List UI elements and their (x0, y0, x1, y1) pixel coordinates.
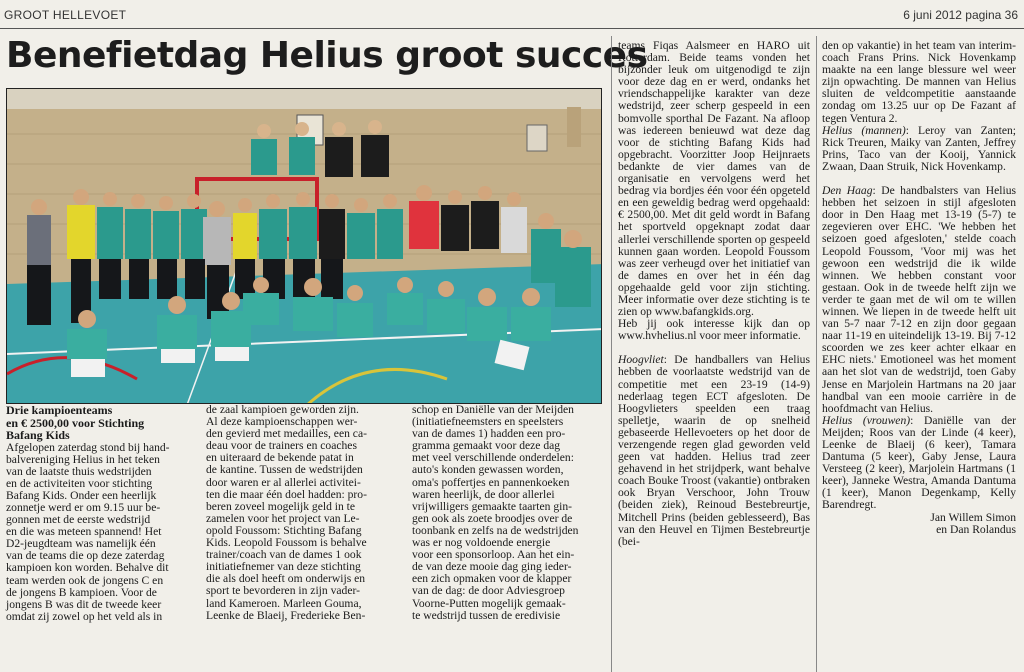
text-line: de zaal kampioen geworden zijn. (206, 403, 359, 416)
paragraph-label: Helius (vrouwen) (822, 413, 911, 427)
text-line: deau voor de trainers en coaches (206, 439, 357, 453)
paragraph-label: Hoogvliet (618, 353, 664, 367)
text-line: en uiteraard de bekende patat in (206, 451, 354, 465)
subheading-line: en € 2500,00 voor Stichting (6, 415, 145, 430)
paragraph (822, 415, 1016, 512)
text-line: Leenke de Blaeij, Frederieke Ben- (206, 608, 366, 622)
text-line: team werden ook de jongens C en (6, 573, 164, 587)
text-line: de jongens B kampioen. Voor de (6, 585, 157, 599)
text-line: trainer/coach van de dames 1 ook (206, 548, 362, 562)
byline: Jan Willem Simon (930, 510, 1016, 524)
text-line: voor een sponsorloop. Aan het ein- (412, 548, 575, 562)
text-line: was er nog voldoende energie (412, 536, 551, 550)
article-column-4 (618, 40, 810, 548)
subheading-line: Drie kampioenteams (6, 403, 113, 417)
text-line: Afgelopen zaterdag stond bij hand- (6, 440, 170, 454)
text-line: gramma gemaakt voor deze dag (412, 439, 561, 453)
text-line: initiatiefnemer van deze stichting (206, 560, 361, 574)
text-line: omdat zij zowel op het veld als in (6, 609, 163, 623)
text-line: die als doel heeft om onderwijs en (206, 572, 366, 586)
paragraph-label: Den Haag (822, 184, 873, 198)
paragraph-label: Helius (mannen) (822, 123, 906, 137)
text-line: van de dag: de door Adviesgroep (412, 584, 565, 598)
text-line: van de dames 1) hadden een pro- (412, 427, 566, 441)
masthead (0, 0, 1024, 30)
subheading-line: Bafang Kids (6, 428, 70, 442)
text-line: opold Foussom: Stichting Bafang (206, 523, 362, 537)
text-line: kampioen kon worden. Behalve dit (6, 561, 169, 575)
paragraph: teams Fiqas Aalsmeer en HARO uit Rotterdam. Beide teams vonden het bijzonder leuk om uitgenodigd te zijn voor deze dag en er werd, ondanks het vriendschappelijke karakter van deze wedstrijd, zeer scherp gespeeld in een bomvolle sporthal De Fazant. Na afloop was iedereen benieuwd wat deze dag voor de stichting Bafang Kids had opgebracht. Voorzitter Joop Heijnraets bedankte de vier dames van de organisatie en vervolgens werd het bedrag via bordjes één voor één opgeteld en een geweldig bedrag werd opgehaald: € 2500,00. Met dit geld wordt in Bafang het sportveld opgeknapt zodat daar allerlei verschillende sporten op gespeeld kunnen gaan worden. Leopold Foussom was zeer verheugd over het initiatief van de dames en over het in één dag opgehaalde geld voor zijn stichting. Meer informatie over deze stichting is te zien op www.bafangkids.org. (618, 39, 810, 319)
paragraph-text: : De handballers van Helius hebben de voorlaatste wedstrijd van de competitie met een 23-19 (14-9) nederlaag tegen ECT afgesloten. De Hoogvlieters speelden een traag spelletje, waarin de op snelheid gebaseerde Hellevoeters op het door de verzengende regen glad geworden veld geen vat hadden. Helius trad zeer gehavend in het strijdperk, want behalve coach Bouke Troost (vakantie) ontbraken ook Bryan Verschoor, John Trouw (beiden ziek), Reinoud Bestebreurtje, Mitchell Prins (beiden geblesseerd), Bas van den Heuvel en Tijmen Bestebreurtje (bei- (618, 353, 810, 548)
team-photo (6, 88, 602, 404)
article-column-5 (822, 40, 1016, 536)
text-line: (initiatiefneemsters en speelsters (412, 415, 564, 429)
paragraph: den op vakantie) in het team van interim-coach Frans Prins. Nick Hovenkamp maakte na een lange blessure wel weer zijn opwachting. De mannen van Helius sluiten de veldcompetitie aanstaande zondag om 13.25 uur op De Fazant af tegen Ventura 2. (822, 39, 1016, 125)
text-line: den gevierd met medailles, een ca- (206, 427, 367, 441)
paragraph-text: : Leroy van Zanten; Rick Treuren, Maiky van Zanten, Jeffrey Prins, Taco van der Kooij, Yannick Zwaan, Daan Struik, Nick Hovenkamp. (822, 123, 1016, 173)
text-line: vrijwilligers gemaakte taarten gin- (412, 499, 572, 513)
column-rule (611, 36, 612, 672)
article-column-2 (206, 404, 396, 622)
text-line: van de laatste thuis wedstrijden (6, 464, 152, 478)
text-line: sport te bevorderen in zijn vader- (206, 584, 360, 598)
text-line: met veel verschillende onderdelen: (412, 451, 574, 465)
text-line: de van deze mooie dag ging ieder- (412, 560, 572, 574)
date-page: 6 juni 2012 pagina 36 (903, 8, 1018, 22)
text-line: D2-jeugdteam was namelijk één (6, 537, 156, 551)
team-photo-illustration (7, 89, 602, 404)
text-line: de kantine. Tussen de wedstrijden (206, 463, 363, 477)
text-line: zamelen voor het project van Le- (206, 511, 360, 525)
paragraph (618, 354, 810, 548)
article-headline: Benefietdag Helius groot succes (6, 35, 648, 76)
text-line: ten die maar één doel hadden: pro- (206, 487, 367, 501)
text-line: balvereniging Helius in het teken (6, 452, 160, 466)
text-line: door waren er al allerlei activitei- (206, 475, 361, 489)
text-line: van de teams die op deze zaterdag (6, 549, 165, 563)
paragraph (822, 185, 1016, 415)
text-line: oma's poffertjes en pannenkoeken (412, 475, 570, 489)
text-line: een zich opmaken voor de klapper (412, 572, 572, 586)
article-column-1 (6, 404, 196, 623)
article-column-3 (412, 404, 602, 622)
section-name: GROOT HELLEVOET (4, 8, 127, 22)
text-line: te wedstrijd tussen de eredivisie (412, 608, 561, 622)
text-line: schop en Daniëlle van der Meijden (412, 403, 574, 416)
column-rule (816, 36, 817, 672)
text-line: en die was meteen spannend! Het (6, 525, 162, 539)
text-line: jongens B was dit de tweede keer (6, 597, 162, 611)
text-line: zonnetje werd er om 9.15 uur be- (6, 500, 161, 514)
text-line: toonbank en zelfs na de wedstrijden (412, 523, 579, 537)
text-line: en de activiteiten voor stichting (6, 476, 153, 490)
text-line: auto's konden gewassen worden, (412, 463, 564, 477)
text-line: land Kameroen. Marleen Gouma, (206, 596, 362, 610)
paragraph (822, 125, 1016, 173)
byline: en Dan Rolandus (936, 522, 1016, 536)
text-line: gen ook als zoete broodjes over de (412, 511, 573, 525)
paragraph: Heb jij ook interesse kijk dan op www.hvhelius.nl voor meer informatie. (618, 317, 810, 343)
paragraph-text: : Daniëlle van der Meijden; Roos van der Linde (4 keer), Leenke de Blaeij (6 keer), Tamara Dantuma (5 keer), Gaby Jense, Laura Versteeg (2 keer), Marjolein Hartmans (1 keer), Janneke Westra, Amanda Dantuma (1 keer), Manon Degenkamp, Kelly Barendregt. (822, 413, 1016, 512)
text-line: waren heerlijk, de door allerlei (412, 487, 555, 501)
text-line: Voorne-Putten mogelijk gemaak- (412, 596, 566, 610)
text-line: gonnen met de eerste wedstrijd (6, 513, 151, 527)
text-line: Bafang Kids. Onder een heerlijk (6, 488, 157, 502)
text-line: Al deze kampioenschappen wer- (206, 415, 358, 429)
masthead-rule (0, 28, 1024, 29)
paragraph-text: : De handbalsters van Helius hebben het seizoen in stijl afgesloten door in Den Haag met 13-19 (5-7) te zegevieren over EHC. 'We hebben het seizoen goed afgesloten,' stelde coach Leopold Foussom, 'Voor mij was het gewoon een wedstrijd die ik wilde winnen. We hebben constant voor gestaan. Ook in de tweede helft zijn we verder te gaan met de wil om te willen winnen. We liepen in de tweede helft uit van 5-7 naar 7-12 en zijn door gegaan naar 11-19 en uiteindelijk 13-19. Bij 7-12 scoorden we zes keer achter elkaar en EHC niets.' Emotioneel was het moment aan het slot van de wedstrijd, toen Gaby Jense en Marjolein Hartmans na 20 jaar handbal van een mooie carrière in de hoofdmacht van Helius. (822, 184, 1017, 415)
text-line: beren zoveel mogelijk geld in te (206, 499, 356, 513)
text-line: Kids. Leopold Foussom is behalve (206, 536, 367, 550)
